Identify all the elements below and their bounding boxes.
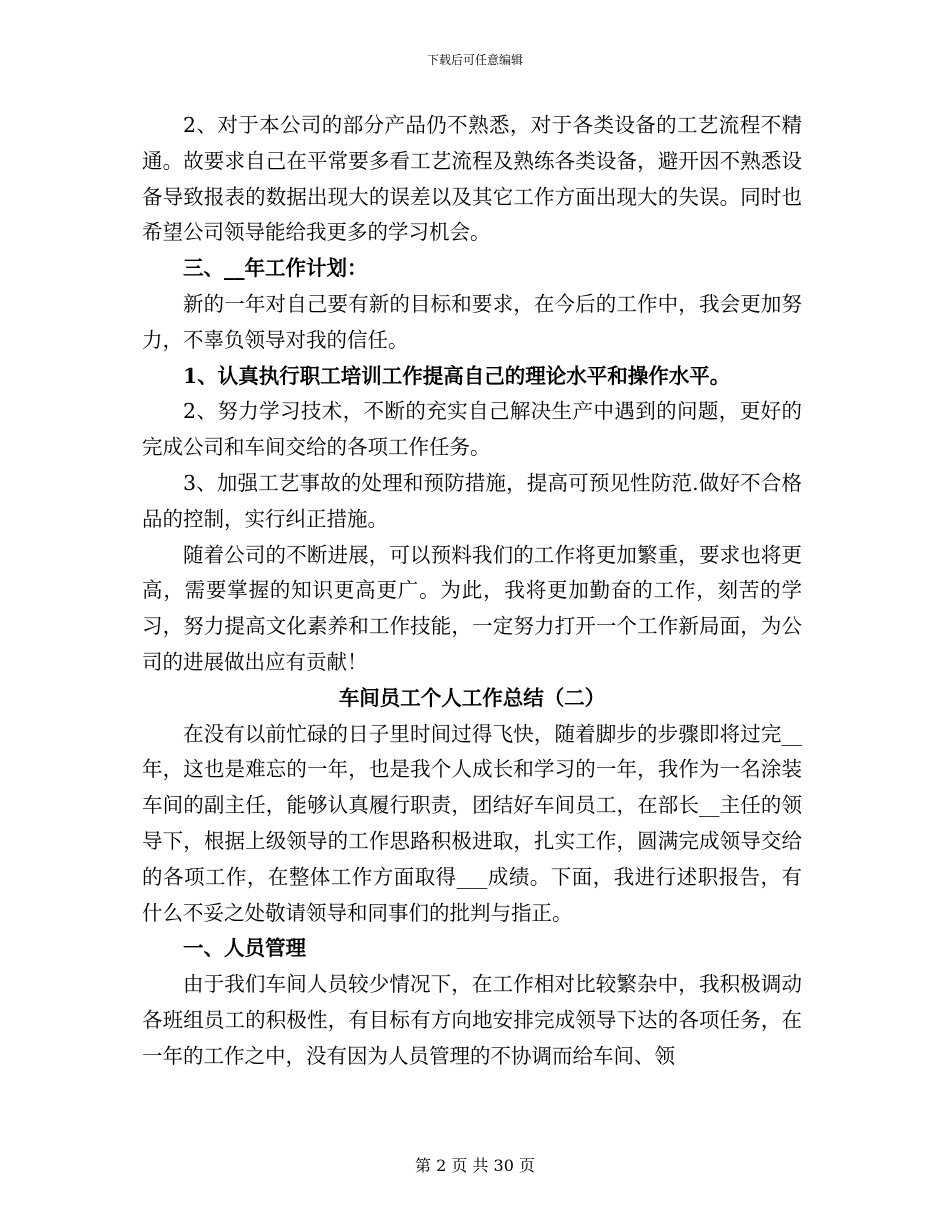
paragraph-closing-commitment: 随着公司的不断进展，可以预料我们的工作将更加繁重，要求也将更高，需要掌握的知识更高更广。为此，我将更加勤奋的工作，刻苦的学习，努力提高文化素养和工作技能，一定努力打开一个工作新局面，为公司的进展做出应有贡献！ [142, 542, 802, 674]
paragraph-equipment-familiarity: 2、对于本公司的部分产品仍不熟悉，对于各类设备的工艺流程不精通。故要求自己在平常要多看工艺流程及熟练各类设备，避开因不熟悉设备导致报表的数据出现大的误差以及其它工作方面出现大的失误。同时也希望公司领导能给我更多的学习机会。 [142, 113, 802, 245]
document-body [142, 108, 802, 1075]
page-footer: 第 2 页 共 30 页 [415, 1156, 535, 1175]
paragraph-plan-item-3: 3、加强工艺事故的处理和预防措施，提高可预见性防范.做好不合格品的控制，实行纠正措施。 [142, 470, 802, 531]
section-title-summary-two: 车间员工个人工作总结（二） [338, 685, 606, 710]
heading-plan-item-1: 1、认真执行职工培训工作提高自己的理论水平和操作水平。 [183, 363, 731, 388]
heading-personnel-management: 一、人员管理 [183, 936, 306, 961]
heading-work-plan: 三、__年工作计划： [183, 256, 368, 281]
paragraph-summary-intro: 在没有以前忙碌的日子里时间过得飞快，随着脚步的步骤即将过完__年，这也是难忘的一年，也是我个人成长和学习的一年，我作为一名涂装车间的副主任，能够认真履行职责，团结好车间员工，在部长__主任的领导下，根据上级领导的工作思路积极进取，扎实工作，圆满完成领导交给的各项工作，在整体工作方面取得___成绩。下面，我进行述职报告，有什么不妥之处敬请领导和同事们的批判与指正。 [142, 721, 802, 925]
paragraph-personnel-management: 由于我们车间人员较少情况下，在工作相对比较繁杂中，我积极调动各班组员工的积极性，有目标有方向地安排完成领导下达的各项任务，在一年的工作之中，没有因为人员管理的不协调而给车间、领 [142, 972, 802, 1068]
paragraph-plan-item-2: 2、努力学习技术，不断的充实自己解决生产中遇到的问题，更好的完成公司和车间交给的各项工作任务。 [142, 399, 802, 460]
paragraph-new-year-goals: 新的一年对自己要有新的目标和要求，在今后的工作中，我会更加努力，不辜负领导对我的信任。 [142, 291, 802, 352]
page-header: 下载后可任意编辑 [426, 53, 523, 67]
